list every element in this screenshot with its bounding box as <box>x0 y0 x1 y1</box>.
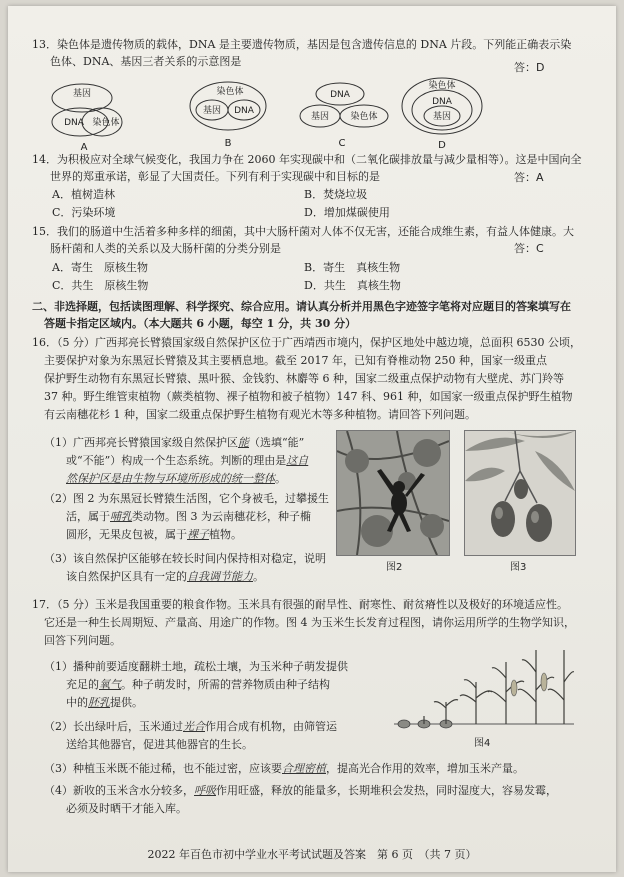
diagram-c-chromosome: 染色体 <box>350 112 378 122</box>
q15-option-b: B．寄生 真核生物 <box>304 261 401 274</box>
q15-option-d: D．共生 真核生物 <box>304 279 401 292</box>
diagram-d-dna: DNA <box>432 97 452 107</box>
q16-answer-2b: 然保护区是由生物与环境所形成的统一整体 <box>66 472 275 485</box>
q13-diagrams <box>38 74 488 156</box>
diagram-c-dna: DNA <box>330 90 350 100</box>
q17-sub4-line2: 必须及时晒干才能入库。 <box>66 802 187 815</box>
q17-answer-3: 光合 <box>183 720 205 733</box>
q13-line1: 13．染色体是遗传物质的载体，DNA 是主要遗传物质，基因是包含遗传信息的 DNA 片段。下列能正确表示染 <box>32 38 572 51</box>
q14-option-a: A．植树造林 <box>52 188 115 201</box>
q16-line1: 16．（5 分）广西邦亮长臂猿国家级自然保护区位于广西靖西市境内，保护区地处中越边境，总面积 6530 公顷， <box>32 336 581 349</box>
q17-answer-4: 合理密植 <box>282 762 326 775</box>
diagram-b-gene: 基因 <box>202 106 222 116</box>
q16-answer-4: 裸子 <box>187 528 209 541</box>
q16-line2: 主要保护对象为东黑冠长臂猿及其主要栖息地。截至 2017 年，已知有脊椎动物 250 种，国家一级重点 <box>44 354 547 367</box>
diagram-label-a: A <box>80 142 88 153</box>
diagram-label-b: B <box>224 138 232 149</box>
q15-line2: 肠杆菌和人类的关系以及大肠杆菌的分类分别是 <box>50 242 281 255</box>
q16-sub3-line2: 该自然保护区具有一定的自我调节能力。 <box>66 570 264 583</box>
q17-line1: 17．（5 分）玉米是我国重要的粮食作物。玉米具有很强的耐旱性、耐寒性、耐贫瘠性以及极好的环境适应性。 <box>32 598 568 611</box>
q17-sub1-line3: 中的胚乳提供。 <box>66 696 143 709</box>
q15-option-c: C．共生 原核生物 <box>52 279 149 292</box>
q16-sub1-line3: 然保护区是由生物与环境所形成的统一整体。 <box>66 472 286 485</box>
q14-answer: 答：A <box>514 171 544 184</box>
figure-4-corn-growth-image <box>394 642 574 732</box>
diagram-c-gene: 基因 <box>310 112 330 122</box>
q17-sub1-line1: （1）播种前要适度翻耕土地，疏松土壤，为玉米种子萌发提供 <box>44 660 348 673</box>
q16-answer-2a: 这自 <box>286 454 309 467</box>
diagram-a-gene: 基因 <box>72 89 92 99</box>
exam-page <box>8 6 616 872</box>
q16-sub3-line1: （3）该自然保护区能够在较长时间内保持相对稳定，说明 <box>44 552 326 565</box>
q16-sub2-line3: 圆形，无果皮包被，属于裸子植物。 <box>66 528 242 541</box>
diagram-d-gene: 基因 <box>432 112 452 122</box>
q17-sub4-line1: （4）新收的玉米含水分较多，呼吸作用旺盛，释放的能量多，长期堆积会发热，同时湿度大，容易发霉， <box>44 784 557 797</box>
q13-answer: 答：D <box>514 61 545 74</box>
q14-option-c: C．污染环境 <box>52 206 116 219</box>
q15-line1: 15．我们的肠道中生活着多种多样的细菌，其中大肠杆菌对人体不仅无害，还能合成维生素，有益人体健康。大 <box>32 225 574 238</box>
diagram-b-dna: DNA <box>234 106 254 116</box>
q16-answer-3: 哺乳 <box>110 510 132 523</box>
figure-4-caption: 图4 <box>474 738 491 749</box>
q16-sub2-line1: （2）图 2 为东黑冠长臂猿生活图，它个身被毛，过攀援生 <box>44 492 329 505</box>
q17-answer-1: 氧气 <box>99 678 121 691</box>
diagram-a-dna: DNA <box>64 118 84 128</box>
q14-line2: 世界的郑重承诺，彰显了大国责任。下列有利于实现碳中和目标的是 <box>50 170 380 183</box>
q15-answer: 答：C <box>514 242 544 255</box>
q14-option-b: B．焚烧垃圾 <box>304 188 368 201</box>
section2-line1: 二、非选择题，包括读图理解、科学探究、综合应用。请认真分析并用黑色字迹签字笔将对应题目的答案填写在 <box>32 300 571 313</box>
q13-line2: 色体、DNA、基因三者关系的示意图是 <box>50 55 242 68</box>
q17-answer-2: 胚乳 <box>88 696 110 709</box>
diagram-a-chromosome: 染色体 <box>92 118 120 128</box>
figure-3-plant-image <box>464 430 576 556</box>
q17-sub2-line1: （2）长出绿叶后，玉米通过光合作用合成有机物，由筛管运 <box>44 720 337 733</box>
q17-sub3-line: （3）种植玉米既不能过稀，也不能过密，应该要合理密植，提高光合作用的效率，增加玉米产量。 <box>44 762 524 775</box>
diagram-d-chromosome: 染色体 <box>428 81 456 91</box>
q16-line4: 37 种。野生维管束植物（蕨类植物、裸子植物和被子植物）147 科、961 种，如国家一级重点保护野生植物 <box>44 390 573 403</box>
q14-line1: 14．为积极应对全球气候变化，我国力争在 2060 年实现碳中和（二氧化碳排放量与减少量相等）。这是中国向全 <box>32 153 582 166</box>
q14-option-d: D．增加煤碳使用 <box>304 206 390 219</box>
q16-answer-5: 自我调节能力 <box>187 570 253 583</box>
q17-line2: 它还是一种生长周期短、产量高、用途广的作物。图 4 为玉米生长发育过程图，请你运用所学的生物学知识， <box>44 616 575 629</box>
diagram-d-middle <box>412 90 472 130</box>
q17-line3: 回答下列问题。 <box>44 634 121 647</box>
q16-line5: 有云南穗花杉 1 种，国家二级重点保护野生植物有观光木等多种植物。请回答下列问题。 <box>44 408 476 421</box>
diagram-label-c: C <box>338 138 346 149</box>
q17-answer-5: 呼吸 <box>194 784 216 797</box>
q16-sub2-line2: 活，属于哺乳类动物。图 3 为云南穗花杉，种子椭 <box>66 510 311 523</box>
page-footer: 2022 年百色市初中学业水平考试试题及答案 第 6 页 （共 7 页） <box>147 848 477 861</box>
q16-sub1-line1: （1）广西邦亮长臂猿国家级自然保护区能（选填“能” <box>44 436 305 449</box>
diagram-b-chromosome: 染色体 <box>216 87 244 97</box>
figure-2-caption: 图2 <box>386 562 403 573</box>
section2-line2: 答题卡指定区域内。（本大题共 6 小题，每空 1 分，共 30 分） <box>44 317 357 330</box>
q17-sub2-line2: 送给其他器官，促进其他器官的生长。 <box>66 738 253 751</box>
diagram-label-d: D <box>438 140 446 151</box>
q15-option-a: A．寄生 原核生物 <box>52 261 148 274</box>
figure-2-gibbon-image <box>336 430 450 556</box>
q16-answer-1: 能 <box>238 436 249 449</box>
figure-3-caption: 图3 <box>510 562 527 573</box>
q16-sub1-line2: 或“不能”）构成一个生态系统。判断的理由是这自 <box>66 454 309 467</box>
q17-sub1-line2: 充足的氧气。种子萌发时，所需的营养物质由种子结构 <box>66 678 330 691</box>
q16-line3: 保护野生动物有东黑冠长臂猿、黑叶猴、金钱豹、林麝等 6 种，国家二级重点保护动物有大壁虎、苏门羚等 <box>44 372 564 385</box>
